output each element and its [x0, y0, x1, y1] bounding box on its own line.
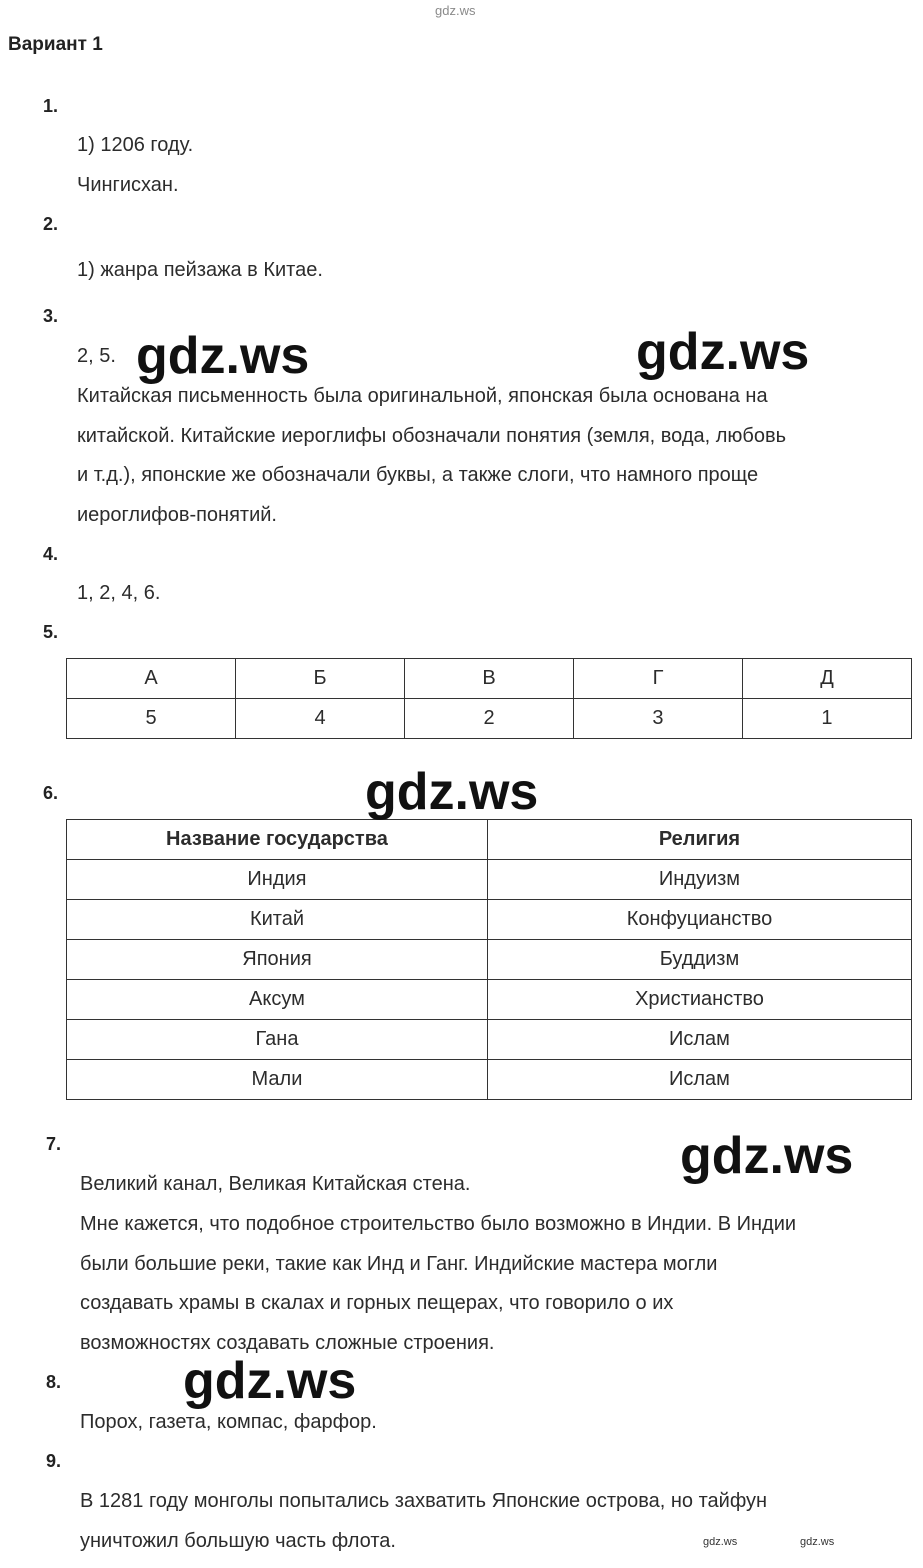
answer-line: уничтожил большую часть флота.: [80, 1530, 396, 1552]
table-header-cell: Г: [574, 659, 743, 699]
table-cell: Индия: [67, 860, 488, 900]
question-number-4: 4.: [43, 544, 59, 564]
table-row: [67, 980, 912, 1020]
table-cell: 1: [742, 699, 911, 739]
answer-line: Мне кажется, что подобное строительство было возможно в Индии. В Индии: [80, 1213, 797, 1235]
table-header-cell: А: [67, 659, 236, 699]
answer-line: создавать храмы в скалах и горных пещерах, что говорило о их: [80, 1292, 674, 1314]
table-cell: Япония: [67, 940, 488, 980]
answer-line: В 1281 году монголы попытались захватить Японские острова, но тайфун: [80, 1490, 768, 1512]
variant-title: Вариант 1: [8, 34, 103, 55]
table-cell: Христианство: [487, 980, 911, 1020]
watermark: gdz.ws: [365, 763, 539, 821]
table-row: [67, 900, 912, 940]
answer-line: Порох, газета, компас, фарфор.: [80, 1411, 377, 1433]
table-row: [67, 820, 912, 860]
answer-line: были большие реки, такие как Инд и Ганг. Индийские мастера могли: [80, 1253, 718, 1275]
answer-line: 1, 2, 4, 6.: [77, 582, 161, 604]
table-row: [67, 860, 912, 900]
table-cell: Гана: [67, 1020, 488, 1060]
table-row: [67, 659, 912, 699]
table-header-cell: Д: [742, 659, 911, 699]
answer-line: Чингисхан.: [77, 174, 179, 196]
religion-table: [66, 819, 912, 1100]
table-cell: 3: [574, 699, 743, 739]
answer-line: 1) жанра пейзажа в Китае.: [77, 259, 323, 281]
table-header-cell: В: [405, 659, 574, 699]
answer-line: 1) 1206 году.: [77, 134, 194, 156]
watermark: gdz.ws: [136, 327, 310, 385]
table-header-cell: Религия: [487, 820, 911, 860]
table-row: [67, 940, 912, 980]
table-cell: Аксум: [67, 980, 488, 1020]
question-number-5: 5.: [43, 622, 59, 642]
table-cell: 2: [405, 699, 574, 739]
watermark-small: gdz.ws: [800, 1536, 835, 1548]
answer-line: 2, 5.: [77, 345, 116, 367]
table-header-cell: Название государства: [67, 820, 488, 860]
question-number-7: 7.: [46, 1134, 62, 1154]
question-number-3: 3.: [43, 306, 59, 326]
question-number-2: 2.: [43, 214, 59, 234]
question-number-1: 1.: [43, 96, 59, 116]
question-number-8: 8.: [46, 1372, 62, 1392]
table-cell: Мали: [67, 1060, 488, 1100]
table-cell: Ислам: [487, 1020, 911, 1060]
matching-table: [66, 658, 912, 739]
table-cell: Конфуцианство: [487, 900, 911, 940]
answer-line: и т.д.), японские же обозначали буквы, а также слоги, что намного проще: [77, 464, 759, 486]
table-cell: Буддизм: [487, 940, 911, 980]
table-cell: Ислам: [487, 1060, 911, 1100]
question-number-6: 6.: [43, 783, 59, 803]
watermark: gdz.ws: [183, 1352, 357, 1410]
table-row: [67, 699, 912, 739]
answer-line: китайской. Китайские иероглифы обозначали понятия (земля, вода, любовь: [77, 425, 787, 447]
answer-line: возможностях создавать сложные строения.: [80, 1332, 495, 1354]
answer-line: Великий канал, Великая Китайская стена.: [80, 1173, 471, 1195]
top-watermark: gdz.ws: [435, 3, 476, 18]
answer-line: иероглифов-понятий.: [77, 504, 277, 526]
question-number-9: 9.: [46, 1451, 62, 1471]
table-cell: Китай: [67, 900, 488, 940]
watermark: gdz.ws: [680, 1127, 854, 1185]
table-row: [67, 1020, 912, 1060]
watermark-small: gdz.ws: [703, 1536, 738, 1548]
table-cell: 5: [67, 699, 236, 739]
watermark: gdz.ws: [636, 323, 810, 381]
table-cell: 4: [236, 699, 405, 739]
answer-line: Китайская письменность была оригинальной, японская была основана на: [77, 385, 768, 407]
table-header-cell: Б: [236, 659, 405, 699]
table-cell: Индуизм: [487, 860, 911, 900]
table-row: [67, 1060, 912, 1100]
